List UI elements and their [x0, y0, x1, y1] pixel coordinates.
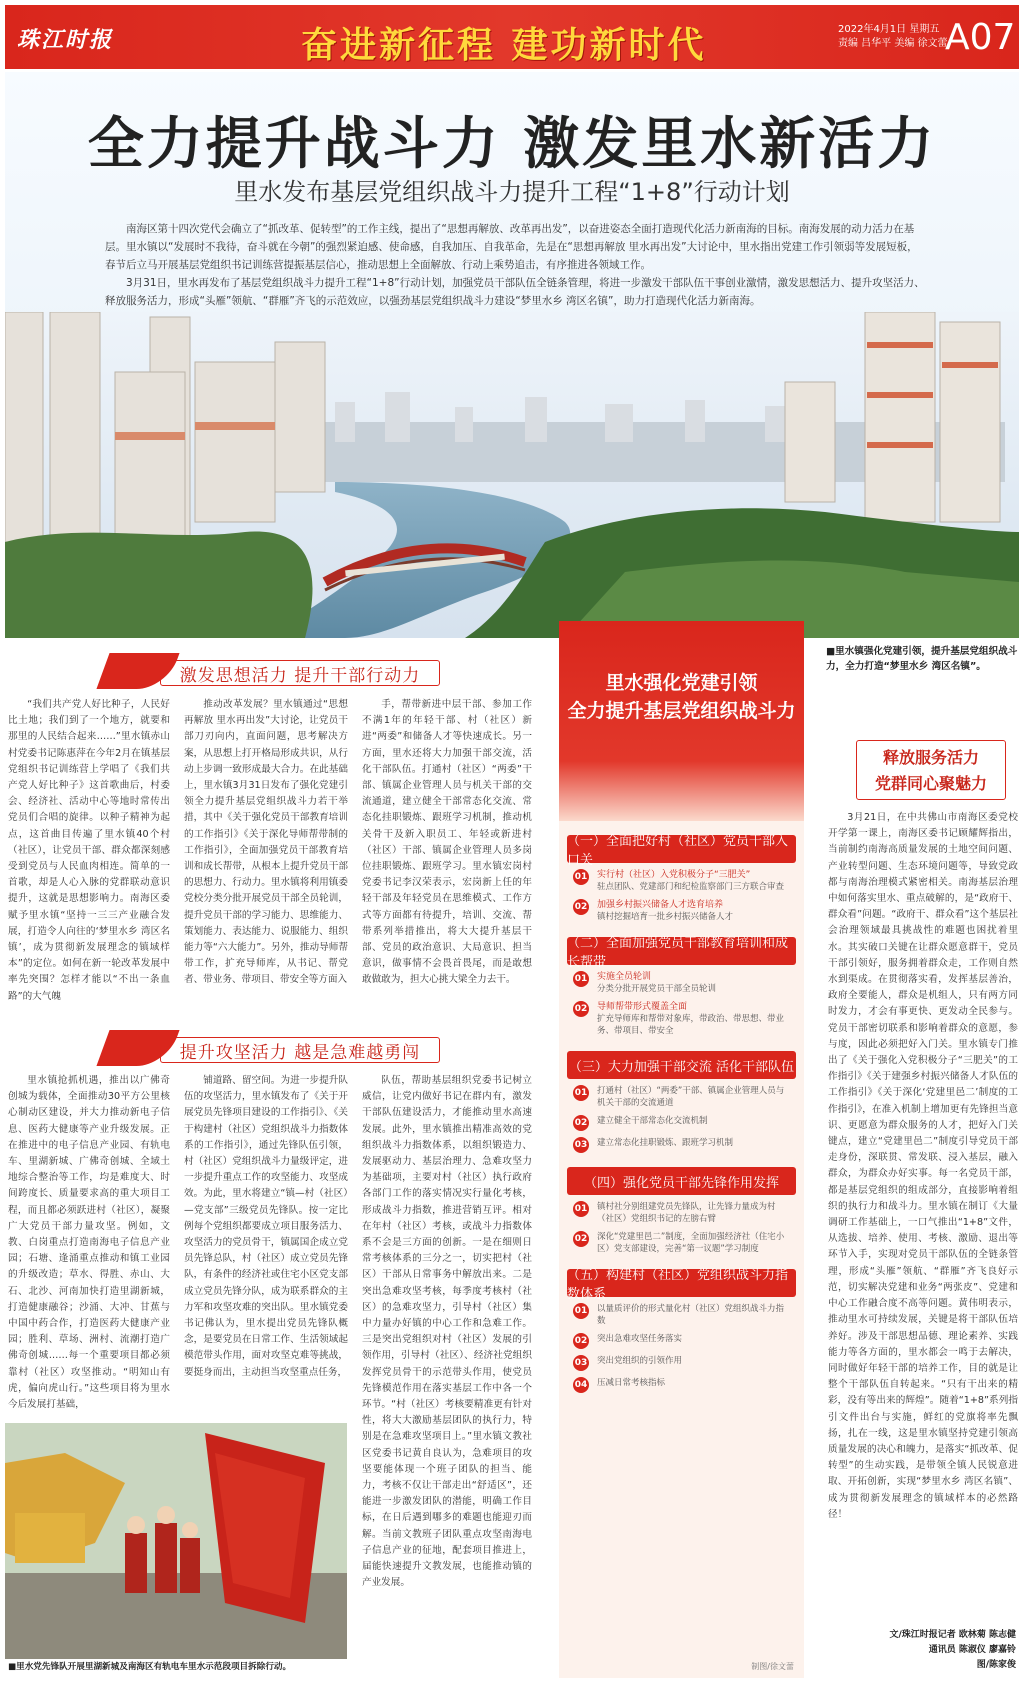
hero-area: [5, 72, 1019, 638]
section-3-title-line-1: 释放服务活力: [882, 748, 979, 767]
infographic-item: [573, 1201, 790, 1225]
item-sub-text: 建立常态化挂职锻炼、跟班学习机制: [597, 1138, 734, 1148]
item-sub-text: 压减日常考核指标: [597, 1378, 666, 1388]
section-3-title: [856, 740, 1006, 800]
item-sub-text: 分类分批开展党员干部全员轮训: [597, 984, 717, 994]
item-number-badge: 01: [573, 1085, 589, 1101]
column-5: [184, 1073, 348, 1413]
item-text: [597, 1231, 790, 1255]
infographic-section-title: （四）强化党员干部先锋作用发挥: [567, 1167, 796, 1195]
item-text: [597, 869, 784, 893]
lead-paragraphs: [105, 220, 925, 310]
subheadline: 里水发布基层党组织战斗力提升工程“1+8”行动计划: [234, 178, 790, 206]
item-text: [597, 899, 733, 923]
newspaper-logo: 珠江时报: [17, 27, 114, 53]
byline-reporters: 文/珠江时报记者 欧林菊 陈志健: [889, 1630, 1016, 1640]
column-3: [362, 697, 532, 1027]
byline: [866, 1628, 1016, 1673]
item-text: [597, 1303, 790, 1327]
item-main-text: 实行村（社区）入党积极分子“三肥关”: [597, 870, 751, 880]
infographic-item: [573, 1115, 790, 1131]
infographic-item: [573, 1137, 790, 1153]
item-text: [597, 1001, 790, 1037]
item-sub-text: 扩充导师库和帮带对象库，带政治、带思想、带业务、带项目、带安全: [597, 1014, 785, 1036]
masthead-date: [838, 23, 948, 51]
item-sub-text: 驻点团队、党建部门和纪检监察部门三方联合审查: [597, 882, 785, 892]
item-number-badge: 01: [573, 971, 589, 987]
column-7-text: 3月21日，在中共佛山市南海区委党校开学第一课上，南海区委书记顾耀辉指出，当前制约南海高质量发展的土地空间问题、产业转型问题、生态环境问题等，导致党政都与南海治理模式紧密相关。南海基层治理中如何落实里水、重点破解的，是“政府干、群众看”问题。“政府干、群众看”这个基层社会治理领域最具挑战性的难题也困扰着里水。其实破口关键在让群众愿意群干，党员干部引领好，服务拥着群众走，工作则自然水到渠成。在贯彻落实看，发挥基层善治，政府全要能人，群众是机组人，只有两方同时发力，才会有事更快、更发动全民参与。党员干部密切联系和影响着群众的意愿，参与度，因此必须把好入门关。里水镇专门推出了《关于强化入党积极分子“三肥关”的工作指引》《关于建强乡村振兴储备人才队伍的工作指引》《关于深化‘党建里邑二’制度的工作指引》，在准入机制上增加更有先锋担当意识、更愿意为群众服务的人才，把好入门关键点，建立“党建里邑二”制度引导党员干部走身份，深联贯、常发联、浸入基层，融入群众，为群众办好实事。每一名党员干部，都是基层党组织的组成部分，直接影响着组织的执行力和战斗力。里水镇在制订《大量调研工作基础上，一口气推出“1+8”文件，从选拔、培养、使用、考核、激励、退出等环节入手，实现对党员干部队伍的全链条管理，形成“头雁”领航、“群雁”齐飞良好示范，切实解决党建和业务“两张皮”、党建和中心工作融合度不高等问题。黄伟明表示，推动里水可持续发展，关键是将干部队伍培养好。涉及干部思想品德、理论素养、实践能力等各方面的，里水都会一鸣于去解决，同时做好年轻干部的培养工作，目的就是让整个干部队伍自转起来。“只有干出来的精彩，没有等出来的辉煌”。随着“1+8”系列指引文件出台与实施，鲜红的党旗将率先飘扬，扎在一线，这是里水镇坚持党建引领高质量发展的决心和魄力，是落实“抓改革、促转型”的生动实践，是带领全镇人民锐意进取、开拓创新，实现“梦里水乡 湾区名镇”、成为贯彻新发展理念的镇域样本的必然路径！: [828, 812, 1018, 1520]
item-main-text: 导师帮带形式覆盖全面: [597, 1002, 688, 1012]
section-3-title-line-2: 党群同心聚魅力: [874, 774, 987, 793]
item-sub-text: 镇村社分别组建党员先锋队，让先锋力量成为村（社区）党组织书记的左膀右臂: [597, 1202, 776, 1224]
infographic-header: [559, 621, 804, 821]
page-number: A07: [945, 17, 1016, 58]
item-number-badge: 02: [573, 1333, 589, 1349]
infographic-section-title: （五）构建村（社区）党组织战斗力指数体系: [567, 1269, 796, 1297]
item-number-badge: 01: [573, 1303, 589, 1319]
item-text: [597, 1355, 682, 1371]
item-sub-text: 突出急难攻坚任务落实: [597, 1334, 683, 1344]
infographic-section-title: （三）大力加强干部交流 活化干部队伍: [567, 1051, 796, 1079]
item-number-badge: 01: [573, 869, 589, 885]
column-1: [8, 697, 170, 1027]
item-sub-text: 以量质评价的形式量化村（社区）党组织战斗力指数: [597, 1304, 785, 1326]
item-number-badge: 02: [573, 899, 589, 915]
item-number-badge: 03: [573, 1137, 589, 1153]
item-number-badge: 04: [573, 1377, 589, 1393]
column-5-text: 铺道路、留空间。为进一步提升队伍的攻坚活力，里水镇发布了《关于开展党员先锋项目建设的工作指引》、《关于构建村（社区）党组织战斗力指数体系的工作指引》，通过先锋队伍引领，村（社区）党组织战斗力量级评定，进一步提升重点工作的攻坚能力、攻坚成效。为此，里水将建立“镇—村（社区）—党支部”三级党员先锋队。按一定比例每个党组织都要成立项目服务活力、攻坚活力的党员骨干，镇属国企成立党员先锋总队，村（社区）成立党员先锋队，有条件的经济社或住宅小区党支部成立党员先锋分队，成为联系群众的主力军和攻坚攻难的突出队。里水镇党委书记佛认为，里水提出党员先锋队概念，是要党员在日常工作、生活领域起模范带头作用，面对攻坚克难等挑战，要挺身而出，主动担当攻坚重点任务，: [184, 1075, 348, 1378]
column-4-text: 里水镇抢抓机遇，推出以广佛奇创城为载体，全面推动30平方公里核心制动区建设，并大力推动新电子信息、医药大健康等产业升级发展。正在推进中的电子信息产业园、有轨电车、里湖新城、广佛奇创城、全域土地综合整治等工作，均是难度大、时间跨度长、质量要求高的重大项目工程，而且都必须跃进村（社区），凝聚广大党员干部力量攻坚。例如，文教、白岗重点打造南海电子信息产业园；石塘、逢涌重点推动和镇工业园的升级改造；草水、得胜、赤山、大石、北沙、河南加快打造里湖新城，打造健康融谷；沙涌、大冲、甘蕉与中国中药合作，打造医药大健康产业园；胜利、草场、洲村、流潮打造广佛奇创城……每一个重要项目都必须靠村（社区）攻坚推动。“明知山有虎，偏向虎山行。”这些项目将为里水今后发展打基础，: [8, 1075, 170, 1411]
item-sub-text: 打通村（社区）“两委”干部、镇属企业管理人员与机关干部的交流通道: [597, 1086, 785, 1108]
item-number-badge: 02: [573, 1231, 589, 1247]
item-sub-text: 深化“党建里邑二”制度，全面加强经济社（住宅小区）党支部建设，完善“第一议题”学习制度: [597, 1232, 785, 1254]
infographic-item: [573, 1085, 790, 1109]
column-6: [362, 1073, 532, 1663]
infographic-item: [573, 1377, 790, 1393]
item-number-badge: 01: [573, 1201, 589, 1217]
editor-credit: 责编 吕华平 美编 徐文蕾: [838, 38, 948, 49]
section-1-title-text: 激发思想活力 提升干部行动力: [179, 665, 421, 686]
section-2-title-text: 提升攻坚活力 越是急难越勇闯: [179, 1042, 421, 1063]
construction-photo: [5, 1423, 347, 1659]
byline-correspondents: 通讯员 陈淑仪 廖嘉铃: [928, 1645, 1016, 1655]
item-text: [597, 1333, 682, 1349]
infographic-item: [573, 971, 790, 995]
infographic-panel: [559, 621, 804, 1678]
right-top-caption: ■里水镇强化党建引领，提升基层党组织战斗力，全力打造“梦里水乡 湾区名镇”。: [826, 646, 1018, 672]
column-2-text: 推动改革发展？里水镇通过“思想再解放 里水再出发”大讨论，让党员干部刀刃向内，直面问题，思考解决方案，从思想上打开格局形成共识，从行动上步调一致形成最大合力。在此基础上，里水镇3月31日发布了强化党建引领全力提升基层党组织战斗力若干举措，其中《关于强化党员干部教育培训的工作指引》《关于深化导师帮带制的工作指引》，全面加强党员干部教育培训和成长帮带，从根本上提升党员干部的思想力、行动力。里水镇将利用镇委党校分类分批开展党员干部全员轮训，提升党员干部的学习能力、思维能力、策划能力、表达能力、说服能力、组织能力等“六大能力”。另外，推动导师帮带工作，扩充导师库，从书记、帮党者、带业务、带项目、带安全等方面入: [184, 699, 348, 986]
column-2: [184, 697, 348, 1027]
city-aerial-photo: [5, 312, 1019, 638]
item-text: [597, 1115, 708, 1131]
item-number-badge: 03: [573, 1355, 589, 1371]
infographic-credit: 制图/徐文蕾: [751, 1662, 794, 1671]
infographic-item: [573, 1303, 790, 1327]
column-7: [828, 810, 1018, 1620]
masthead: [5, 5, 1019, 69]
masthead-slogan: 奋进新征程 建功新时代: [301, 25, 707, 66]
section-1-title: [160, 660, 440, 686]
issue-date: 2022年4月1日 星期五: [838, 24, 940, 35]
section-2-title: [160, 1037, 440, 1063]
item-number-badge: 02: [573, 1115, 589, 1131]
item-number-badge: 02: [573, 1001, 589, 1017]
infographic-item: [573, 1231, 790, 1255]
column-4: [8, 1073, 170, 1413]
infographic-section-title: （二）全面加强党员干部教育培训和成长帮带: [567, 937, 796, 965]
lead-paragraph-1: 南海区第十四次党代会确立了“抓改革、促转型”的工作主线，提出了“思想再解放、改革再出发”，以奋进姿态全面打造现代化活力新南海的目标。南海发展的动力活力在基层。里水镇以“发展时不我待，奋斗就在今朝”的强烈紧迫感、使命感，自我加压、自我革命，先是在“思想再解放 里水再出发”大讨论中，里水指出党建工作引领弱等发展短板，春节后立马开展基层党组织书记训练营提振基层信心，推动思想上全面解放、行动上乘势追击，有序推进各领域工作。: [105, 223, 918, 271]
item-main-text: 实施全员轮训: [597, 972, 652, 982]
item-text: [597, 1137, 733, 1153]
infographic-groups: [559, 835, 804, 1393]
column-6-text: 队伍，帮助基层组织党委书记树立威信，让党内做好书记在群内有，激发干部队伍建设活力，才能推动里水高速发展。此外，里水镇推出精准高效的党组织战斗力指数体系，以组织锻造力、发展驱动力、基层治理力、急难攻坚力为基础项，主要对村（社区）执行政府各部门工作的落实情况实行量化考核，形成战斗力指数，推进营销互评。相对在年村（社区）考核，或战斗力指数体系不会是三方面的创新。一是在细则日常考核体系的三分之一，切实把村（社区）干部从日常事务中解放出来。二是突出急难攻坚考核，每季度考核村（社区）的急难攻坚力，引导村（社区）集中力量办好镇的中心工作和急难工作。三是突出党组织对村（社区）发展的引领作用，引导村（社区）、经济社党组织发挥党员骨干的示范带头作用，使党员先锋模范作用在落实基层工作中各一个环节。“村（社区）考核要精准更有针对性，将大大激励基层团队的执行力，特别是在急难攻坚项目上。”里水镇文教社区党委书记黄自良认为，急难项目的攻坚要能体现一个班子团队的担当、能力，考核不仅让干部走出“舒适区”，还能进一步激发团队的潜能，明确工作目标，在日后遇到哪多的难题也能迎刃而解。当前文教班子团队重点攻坚南海电子信息产业的征地，配套项目推进上，届能快速提升文教发展，也能推动镇的产业发展。: [362, 1075, 532, 1589]
byline-photographer: 图/陈家俊: [976, 1660, 1016, 1670]
infographic-title-line-2: 全力提升基层党组织战斗力: [567, 700, 796, 722]
infographic-item: [573, 1333, 790, 1349]
item-sub-text: 镇村挖掘培育一批乡村振兴储备人才: [597, 912, 734, 922]
item-text: [597, 1201, 790, 1225]
infographic-item: [573, 899, 790, 923]
item-sub-text: 突出党组织的引领作用: [597, 1356, 683, 1366]
infographic-item: [573, 1355, 790, 1371]
infographic-title-line-1: 里水强化党建引领: [605, 672, 758, 694]
item-main-text: 加强乡村振兴储备人才选育培养: [597, 900, 724, 910]
bottom-photo-caption: ■里水党先锋队开展里湖新城及南海区有轨电车里水示范段项目拆除行动。: [8, 1662, 292, 1672]
item-text: [597, 971, 716, 995]
item-sub-text: 建立健全干部常态化交流机制: [597, 1116, 708, 1126]
lead-paragraph-2: 3月31日，里水再发布了基层党组织战斗力提升工程“1+8”行动计划，加强党员干部队伍全链条管理，将进一步激发干部队伍干事创业激情，激发思想活力、提升攻坚活力、释放服务活力，形成“头雁”领航、“群雁”齐飞的示范效应，以强劲基层党组织战斗力建设“梦里水乡 湾区名镇”，助力打造现代化活力新南海。: [105, 277, 925, 307]
column-3-text: 手，帮带新进中层干部、参加工作不满1年的年轻干部、村（社区）新进“两委”和储备人才等快速成长。另一方面，里水还将大力加强干部交流，活化干部队伍。打通村（社区）“两委”干部、镇属企业管理人员与机关干部的交流通道，建立健全干部常态化交流、常态化挂职锻炼、跟班学习机制，推动机关骨干及新入职员工、年轻或新进村（社区）干部、镇属企业管理人员多岗位挂职锻炼、跟班学习。里水镇宏岗村党委书记李汉荣表示，宏岗新上任的年轻干部及年轻党员在思维模式、工作方式等方面都有待提升，培训、交流、帮带系列举措推出，将大大提升基层干部、党员的政治意识、大局意识、担当意识，做事情不会畏首畏尾，而是敢想敢做敢为，担大心挑大梁全力去干。: [362, 699, 532, 986]
item-text: [597, 1377, 665, 1393]
headline: 全力提升战斗力 激发里水新活力: [87, 112, 937, 177]
infographic-section-title: （一）全面把好村（社区）党员干部入口关: [567, 835, 796, 863]
construction-photo-graphic: [5, 1423, 347, 1659]
item-text: [597, 1085, 790, 1109]
infographic-item: [573, 869, 790, 893]
infographic-item: [573, 1001, 790, 1037]
infographic-title: [559, 669, 804, 725]
column-1-text: “我们共产党人好比种子，人民好比土地；我们到了一个地方，就要和那里的人民结合起来……”里水镇赤山村党委书记陈惠萍在今年2月在镇基层党组织书记训练营上学唱了《我们共产党人好比种子》这首歌曲后，村委会、经济社、活动中心等地时常传出党员们合唱的旋律。以种子精神为起点，这首曲目传遍了里水镇40个村（社区），让党员干部、群众都深刻感受到党员与人民血肉相连。简单的一首歌，却是人心入脉的党群联动意识提升，这就是思想影响力。南海区委赋予里水镇“坚持一三三产业融合发展，打造令人向往的‘梦里水乡 湾区名镇’，成为贯彻新发展理念的镇域样本”的定位。如何在新一轮改革发展中率先突围？怎样才能以“不出一条血路”的大气魄: [8, 699, 170, 1002]
